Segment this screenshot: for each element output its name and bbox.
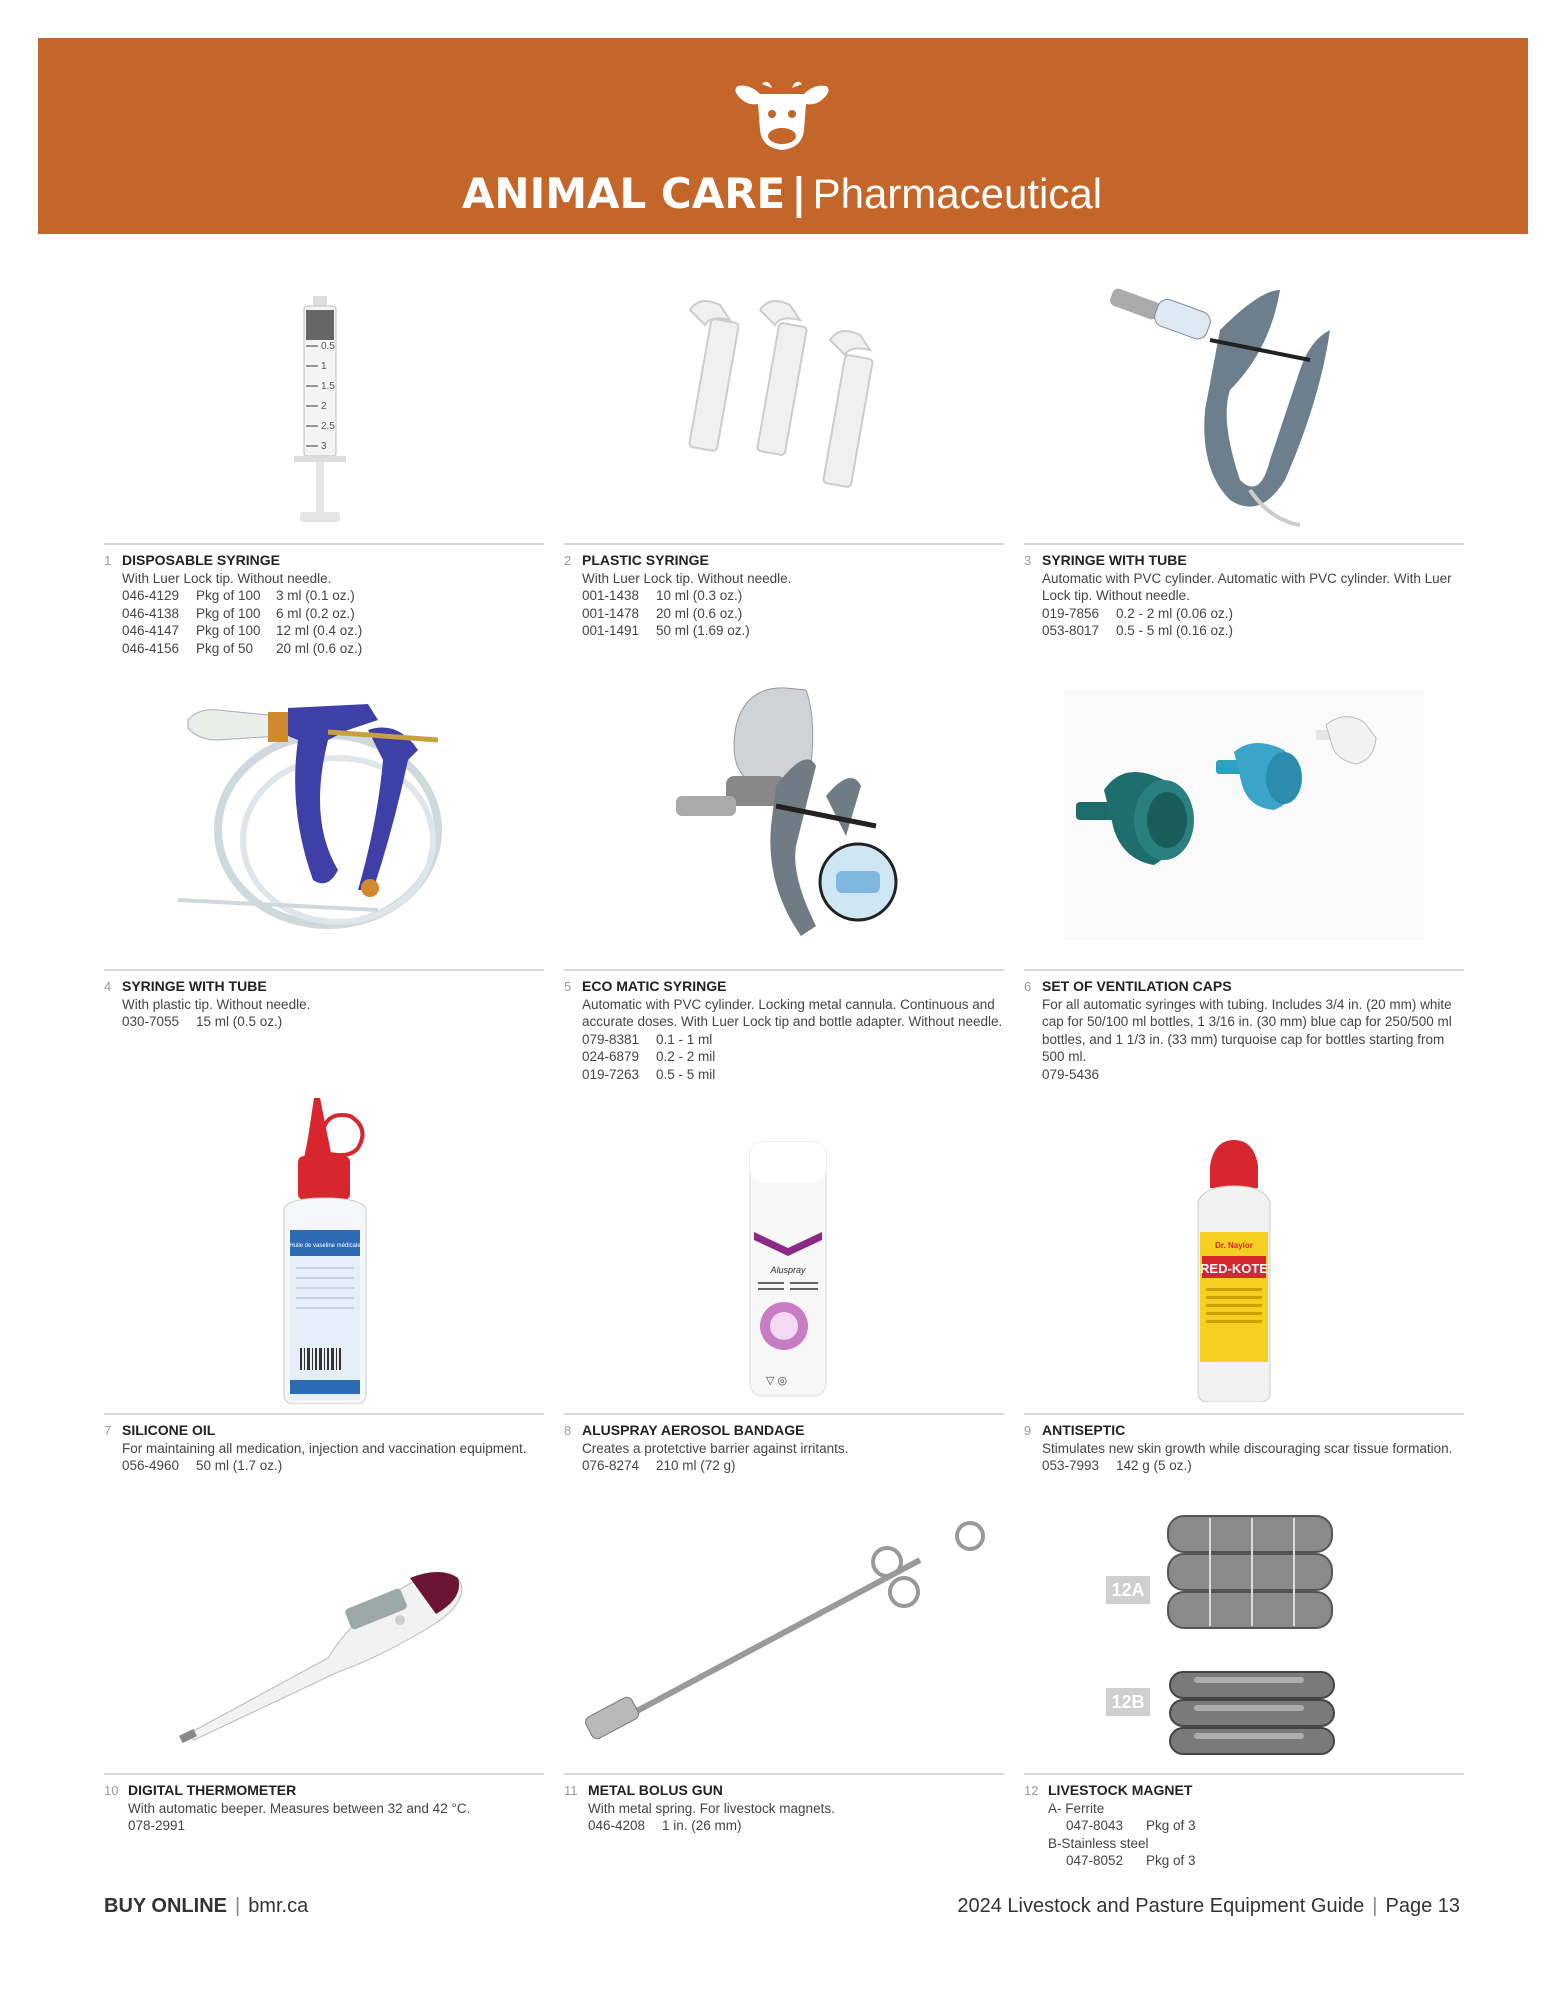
title-separator: | [791, 169, 807, 218]
product-3 [1024, 552, 1464, 640]
silicone-oil-image [270, 1098, 380, 1404]
digital-thermometer-image [178, 1568, 478, 1748]
item-title: ECO MATIC SYRINGE [582, 978, 727, 994]
item-title: ANTISEPTIC [1042, 1422, 1126, 1438]
product-11 [564, 1782, 1004, 1835]
sku-row: 079-8381 0.1 - 1 ml [582, 1031, 713, 1047]
redkote-brand: Dr. Naylor [1215, 1241, 1253, 1250]
syringe-with-tube-plastic-image [178, 700, 478, 940]
site-link[interactable]: bmr.ca [248, 1895, 309, 1917]
svg-text:▽ ◎: ▽ ◎ [766, 1375, 788, 1387]
sku-row: 046-4147 Pkg of 100 12 ml (0.4 oz.) [122, 623, 363, 638]
title-light: Pharmaceutical [812, 170, 1103, 217]
product-6 [1024, 978, 1464, 1083]
item-desc: Automatic with PVC cylinder. Locking metal cannula. Continuous and accurate doses. With Luer Lock tip and bottle adapter. Without needle. [582, 996, 1003, 1029]
scale-label: 2.5 [321, 421, 335, 432]
divider [564, 543, 1004, 545]
divider [1024, 1413, 1464, 1415]
product-8 [564, 1422, 1004, 1475]
sku-row: 001-1438 10 ml (0.3 oz.) [582, 588, 743, 603]
item-desc: Creates a protetctive barrier against irritants. [582, 1440, 849, 1456]
tag-12b: 12B [1106, 1688, 1150, 1716]
sku-row: 019-7856 0.2 - 2 ml (0.06 oz.) [1042, 605, 1234, 621]
product-5 [564, 978, 1004, 1083]
divider [564, 1413, 1004, 1415]
divider [104, 969, 544, 971]
item-number: 12 [1024, 1783, 1039, 1798]
buy-online-label: BUY ONLINE [104, 1895, 227, 1917]
page-title [0, 170, 1564, 218]
page-number: Page 13 [1385, 1895, 1460, 1917]
item-title: LIVESTOCK MAGNET [1048, 1782, 1193, 1798]
sku-row: 078-2991 [128, 1818, 186, 1833]
divider [1024, 1773, 1464, 1775]
item-title: PLASTIC SYRINGE [582, 552, 709, 568]
scale-label: 1.5 [321, 381, 335, 392]
item-number: 9 [1024, 1423, 1032, 1438]
item-title: DIGITAL THERMOMETER [128, 1782, 297, 1798]
product-1 [104, 552, 544, 657]
disposable-syringe-image [280, 296, 360, 528]
sku-row: 024-6879 0.2 - 2 mil [582, 1049, 716, 1064]
item-desc: With automatic beeper. Measures between 32 and 42 °C. [128, 1800, 471, 1816]
metal-bolus-gun-image [580, 1520, 990, 1750]
product-12 [1024, 1782, 1464, 1870]
item-desc: With Luer Lock tip. Without needle. [582, 570, 792, 586]
magnet-type-a: A- Ferrite [1048, 1800, 1105, 1816]
syringe-with-tube-image [1110, 280, 1380, 530]
item-title: DISPOSABLE SYRINGE [122, 552, 280, 568]
scale-label: 0.5 [321, 341, 335, 352]
item-desc: With plastic tip. Without needle. [122, 996, 311, 1012]
cow-icon [732, 80, 832, 152]
item-title: METAL BOLUS GUN [588, 1782, 723, 1798]
ventilation-caps-image [1064, 690, 1424, 940]
sku-row: 019-7263 0.5 - 5 mil [582, 1066, 716, 1082]
product-10 [104, 1782, 544, 1835]
item-number: 11 [564, 1783, 578, 1798]
item-number: 6 [1024, 979, 1032, 994]
sku-row: 046-4208 1 in. (26 mm) [588, 1818, 742, 1833]
divider [104, 543, 544, 545]
footer-left: BUY ONLINE | bmr.ca [104, 1895, 309, 1917]
item-desc: For maintaining all medication, injection and vaccination equipment. [122, 1440, 527, 1456]
item-number: 8 [564, 1423, 572, 1438]
divider [564, 969, 1004, 971]
item-number: 10 [104, 1783, 119, 1798]
divider [564, 1773, 1004, 1775]
item-desc: Automatic with PVC cylinder. Automatic with PVC cylinder. With Luer Lock tip. Without needle. [1042, 570, 1452, 603]
item-number: 2 [564, 553, 572, 568]
divider [1024, 969, 1464, 971]
divider [104, 1773, 544, 1775]
plastic-syringe-image [660, 290, 920, 520]
guide-title: 2024 Livestock and Pasture Equipment Guide [957, 1895, 1365, 1917]
sku-row: 053-7993 142 g (5 oz.) [1042, 1458, 1192, 1473]
sku-row: 047-8052 Pkg of 3 [1066, 1853, 1196, 1868]
item-title: ALUSPRAY AEROSOL BANDAGE [582, 1422, 805, 1438]
aluspray-image [744, 1136, 832, 1402]
tag-12a: 12A [1106, 1576, 1150, 1604]
product-7 [104, 1422, 544, 1475]
item-title: SILICONE OIL [122, 1422, 216, 1438]
antiseptic-image [1184, 1136, 1284, 1402]
redkote-name: RED-KOTE [1200, 1261, 1268, 1276]
aluspray-brand: Aluspray [770, 1265, 806, 1275]
scale-label: 2 [321, 401, 327, 412]
scale-label: 1 [321, 361, 327, 372]
livestock-magnet-image [1164, 1512, 1344, 1760]
sku-row: 046-4138 Pkg of 100 6 ml (0.2 oz.) [122, 605, 355, 621]
item-desc: Stimulates new skin growth while discouraging scar tissue formation. [1042, 1440, 1453, 1456]
item-title: SYRINGE WITH TUBE [122, 978, 267, 994]
item-desc: With Luer Lock tip. Without needle. [122, 570, 332, 586]
title-bold: ANIMAL CARE [461, 169, 786, 218]
product-4 [104, 978, 544, 1031]
sku-row: 076-8274 210 ml (72 g) [582, 1458, 736, 1473]
sku-row: 001-1491 50 ml (1.69 oz.) [582, 623, 750, 638]
sku-row: 046-4129 Pkg of 100 3 ml (0.1 oz.) [122, 588, 355, 603]
magnet-type-b: B-Stainless steel [1048, 1835, 1149, 1851]
sku-row: 046-4156 Pkg of 50 20 ml (0.6 oz.) [122, 640, 363, 656]
item-number: 3 [1024, 553, 1032, 568]
scale-label: 3 [321, 441, 327, 452]
item-number: 4 [104, 979, 112, 994]
sku-row: 053-8017 0.5 - 5 ml (0.16 oz.) [1042, 623, 1234, 638]
eco-matic-syringe-image [676, 686, 916, 948]
divider [1024, 543, 1464, 545]
item-number: 5 [564, 979, 572, 994]
sku-row: 047-8043 Pkg of 3 [1066, 1818, 1196, 1833]
item-desc: For all automatic syringes with tubing. Includes 3/4 in. (20 mm) white cap for 50/100 ml bottles, 1 3/16 in. (30 mm) blue cap for 250/500 ml bottles, and 1 1/3 in. (33 mm) turquoise cap for bottles starting from 500 ml. [1042, 996, 1452, 1064]
product-2 [564, 552, 1004, 640]
sku-row: 079-5436 [1042, 1066, 1100, 1082]
silicone-label: Huile de vaseline médicale [289, 1243, 361, 1249]
footer-right: 2024 Livestock and Pasture Equipment Guide | Page 13 [957, 1895, 1460, 1917]
product-9 [1024, 1422, 1464, 1475]
item-desc: With metal spring. For livestock magnets. [588, 1800, 835, 1816]
item-number: 7 [104, 1423, 112, 1438]
sku-row: 030-7055 15 ml (0.5 oz.) [122, 1014, 283, 1029]
divider [104, 1413, 544, 1415]
item-number: 1 [104, 553, 112, 568]
sku-row: 056-4960 50 ml (1.7 oz.) [122, 1458, 283, 1473]
item-title: SYRINGE WITH TUBE [1042, 552, 1187, 568]
sku-row: 001-1478 20 ml (0.6 oz.) [582, 605, 743, 621]
item-title: SET OF VENTILATION CAPS [1042, 978, 1232, 994]
